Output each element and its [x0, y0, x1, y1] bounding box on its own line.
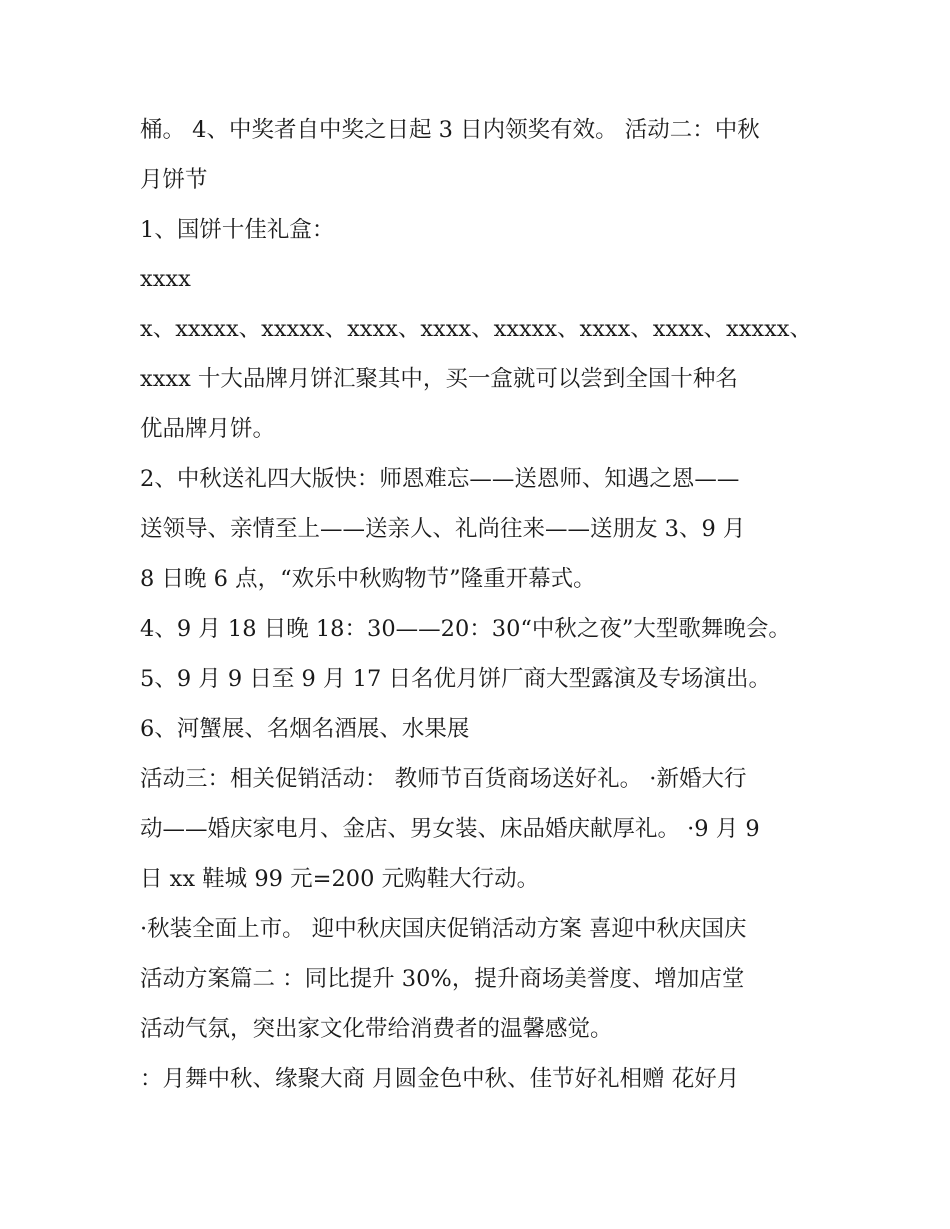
- text-line: ：月舞中秋、缘聚大商 月圆金色中秋、佳节好礼相赠 花好月: [140, 1066, 740, 1092]
- text-line: x、xxxxx、xxxxx、xxxx、xxxx、xxxxx、xxxx、xxxx、xxxxx、: [140, 316, 813, 342]
- text-line: ·秋装全面上市。 迎中秋庆国庆促销活动方案 喜迎中秋庆国庆: [140, 916, 747, 942]
- text-line: 8 日晚 6 点，“欢乐中秋购物节”隆重开幕式。: [140, 566, 596, 592]
- text-line: 活动方案篇二 ：同比提升 30%，提升商场美誉度、增加店堂: [140, 966, 745, 992]
- text-line: 优品牌月饼。: [140, 416, 276, 442]
- text-line: 1、国饼十佳礼盒：: [140, 217, 335, 243]
- text-line: 月饼节: [140, 167, 208, 193]
- text-line: 送领导、亲情至上——送亲人、礼尚往来——送朋友 3、9 月: [140, 516, 746, 542]
- text-line: 日 xx 鞋城 99 元=200 元购鞋大行动。: [140, 866, 540, 892]
- text-line: 活动三：相关促销活动： 教师节百货商场送好礼。 ·新婚大行: [140, 766, 747, 792]
- text-line: 2、中秋送礼四大版快：师恩难忘——送恩师、知遇之恩——: [140, 466, 740, 492]
- text-line: 5、9 月 9 日至 9 月 17 日名优月饼厂商大型露演及专场演出。: [140, 666, 771, 692]
- text-line: 4、9 月 18 日晚 18：30——20：30“中秋之夜”大型歌舞晚会。: [140, 616, 791, 642]
- text-line: xxxx 十大品牌月饼汇聚其中，买一盒就可以尝到全国十种名: [140, 366, 738, 392]
- text-line: 桶。 4、中奖者自中奖之日起 3 日内领奖有效。 活动二：中秋: [140, 117, 760, 143]
- text-line: 动——婚庆家电月、金店、男女装、床品婚庆献厚礼。 ·9 月 9: [140, 816, 760, 842]
- text-line: 活动气氛，突出家文化带给消费者的温馨感觉。: [140, 1016, 613, 1042]
- text-line: 6、河蟹展、名烟名酒展、水果展: [140, 716, 470, 742]
- text-line: xxxx: [140, 266, 191, 292]
